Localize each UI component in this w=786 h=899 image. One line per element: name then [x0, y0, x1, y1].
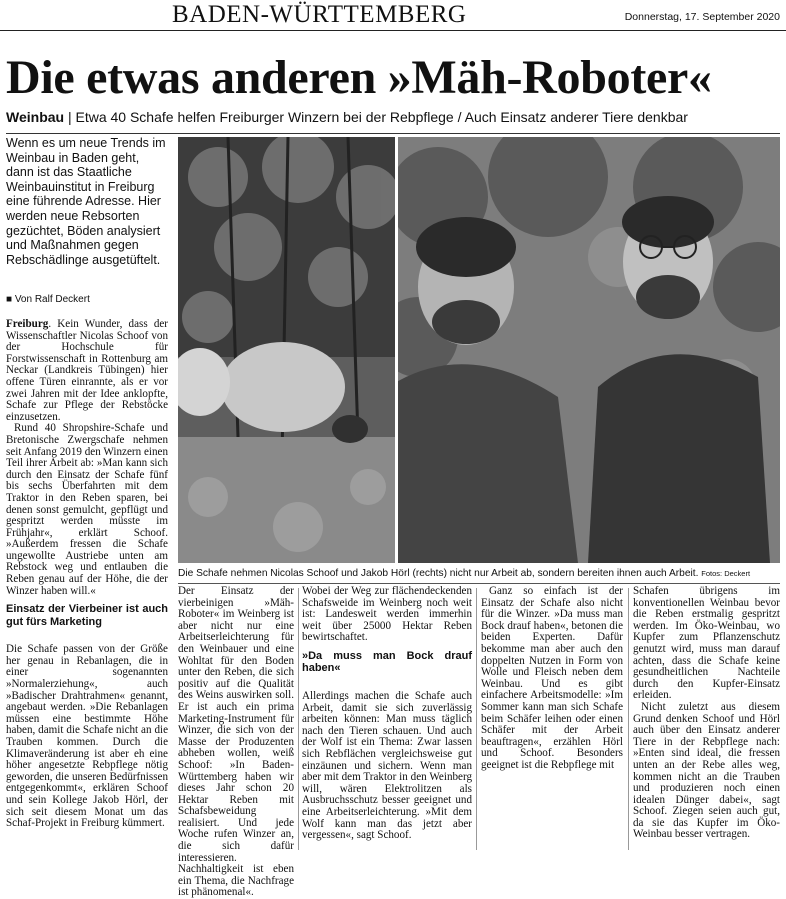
- masthead-bar: [0, 0, 786, 31]
- column-1: [6, 319, 168, 830]
- subheadline-text: | Etwa 40 Schafe helfen Freiburger Winzern bei der Rebpflege / Auch Einsatz anderer Tiere denkbar: [67, 109, 688, 125]
- sheep-photo: [178, 137, 395, 563]
- column-divider: [298, 588, 299, 850]
- headline: Die etwas anderen »Mäh-Roboter«: [6, 51, 712, 104]
- paragraph: Der Einsatz der vierbeinigen »Mäh-Roboter« im Weinberg ist aber nicht nur eine Arbeitserleichterung für den Weinbauer und eine Wohltat für den Boden unter den Reben, die sich positiv auf die Qualität des Weins auswirken soll. Er ist auch ein prima Marketing-Instrument für Winzer, die sich von der Masse der Produzenten abheben wollen, weiß Schoof: »In Baden-Württemberg haben wir dieses Jahr schon 20 Hektar Reben mit Schafsbeweidung realisiert. Und jede Woche rufen Winzer an, die sich dafür interessieren. Nachhaltigkeit ist eben ein Thema, die Nachfrage ist phänomenal«.: [178, 585, 294, 899]
- author-line: ■ Von Ralf Deckert: [6, 294, 90, 305]
- paragraph: Wobei der Weg zur flächendeckenden Schafsweide im Weinberg noch weit ist: Landesweit werden immerhin weit über 25000 Hektar Reben bewirtschaftet.: [302, 585, 472, 644]
- subhead-bock: »Da muss man Bock drauf haben«: [302, 649, 472, 675]
- column-divider: [476, 588, 477, 850]
- subhead-marketing: Einsatz der Vierbeiner ist auch gut fürs Marketing: [6, 603, 168, 628]
- paragraph: Die Schafe passen von der Größe her genau in Rebanlagen, die in einer sogenannten »Normalerziehung«, auch »Badischer Drahtrahmen« genannt, angebaut werden. »Die Rebanlagen müssen eine bestimmte Höhe haben, damit die Schafe nicht an die Trauben kommen. Durch die Klimaveränderung ist aber eh eine höher angesetzte Rebpflege nötig geworden, die unseren Bedürfnissen entgegenkommt«, erklären Schoof und sein Kollege Jakob Hörl, der sich seit diesem Monat um das Schaf-Projekt in Freiburg kümmert.: [6, 643, 168, 830]
- paragraph: Allerdings machen die Schafe auch Arbeit, damit sie sich zuverlässig arbeiten können: Man muss täglich nach den Tieren schauen. Und auch der Wolf ist ein Thema: Zwar lassen sich Rebflächen vergleichsweise gut einzäunen und sichern. Wenn man aber mit dem Traktor in den Weinberg will, wären Elektrolitzen als Ausbruchsschutz besser geeignet und eine Arbeitserleichterung. »Mit dem Wolf kann man das jetzt aber vergessen«, sagt Schoof.: [302, 689, 472, 842]
- region-title: BADEN-WÜRTTEMBERG: [172, 1, 467, 28]
- portrait-image: [398, 137, 780, 563]
- paragraph: Freiburg. Kein Wunder, dass der Wissenschaftler Nicolas Schoof von der Hochschule für Forstwissenschaft in Rottenburg am Neckar (Landkreis Tübingen) hier offene Türen einrannte, als er vor zwei Jahren mit der Idee anklopfte, Schafe zur Pflege der Rebstöcke einzusetzen.: [6, 318, 168, 423]
- paragraph: Nicht zuletzt aus diesem Grund denken Schoof und Hörl auch über den Einsatz anderer Tiere in der Rebpflege nach: »Enten sind ideal, die fressen unten an der Rebe alles weg, kommen nicht an die Trauben und produzieren noch einen idealen Dünger dabei«, sagt Schoof. Ziegen seien auch gut, da sie das Kupfer im Öko-Weinbau besser vertragen.: [633, 700, 780, 841]
- photo-caption: Die Schafe nehmen Nicolas Schoof und Jakob Hörl (rechts) nicht nur Arbeit ab, sondern bereiten ihnen auch Arbeit. Fotos: Deckert: [178, 568, 751, 579]
- issue-date: Donnerstag, 17. September 2020: [624, 11, 780, 23]
- column-4: [481, 586, 623, 772]
- winemakers-photo: [398, 137, 780, 563]
- dateline: Freiburg: [6, 318, 49, 330]
- column-divider: [628, 588, 629, 850]
- column-5: [633, 586, 780, 841]
- paragraph: Rund 40 Shropshire-Schafe und Bretonische Zwergschafe nehmen seit Anfang 2019 den Winzern einen Teil ihrer Arbeit ab: »Man kann sich durch den Einsatz der Schafe fünf bis sechs Überfahrten mit dem Traktor in den Reben sparen, bei denen sonst gemulcht, gepflügt und gespritzt werden müsste im Frühjahr«, erklärt Schoof. »Außerdem fressen die Schafe ungewollte Austriebe unten am Rebstock weg und entlauben die Reben genau auf der Höhe, die der Winzer haben will.«: [6, 422, 168, 597]
- photo-credit: Fotos: Deckert: [701, 569, 751, 578]
- sheep-vineyard-image: [178, 137, 395, 563]
- headline-rule: [6, 133, 780, 134]
- paragraph: Schafen übrigens im konventionellen Weinbau bevor die Reben erstmalig gespritzt werden. Im Öko-Weinbau, wo Kupfer zum Pflanzenschutz genutzt wird, muss man darauf achten, dass die Schafe keine gesundheitlichen Nachteile durch den Kupfer-Einsatz erleiden.: [633, 585, 780, 702]
- column-3: [302, 586, 472, 842]
- paragraph: Ganz so einfach ist der Einsatz der Schafe also nicht für die Winzer. »Da muss man Bock drauf haben«, betonen die beiden Experten. Dafür bekomme man aber auch den doppelten Nutzen in Form von Wolle und Fleisch neben dem Weinbau. Und es gibt einfachere Arbeitsmodelle: »Im Sommer kann man sich Schafe beim Schäfer leihen oder einen Schäfer mit der Arbeit beauftragen«, erzählen Hörl und Schoof. Besonders geeignet ist die Rebpflege mit: [481, 585, 623, 771]
- subheadline: [6, 108, 688, 126]
- column-2: [178, 586, 294, 899]
- caption-rule: [178, 583, 780, 584]
- intro-text: Wenn es um neue Trends im Weinbau in Baden geht, dann ist das Staatliche Weinbauinstitut in Freiburg eine führende Adresse. Hier werden neue Rebsorten gezüchtet, Böden analysiert und Maßnahmen gegen Rebschädlinge ausgetüftelt.: [6, 136, 166, 267]
- kicker: Weinbau: [6, 109, 65, 125]
